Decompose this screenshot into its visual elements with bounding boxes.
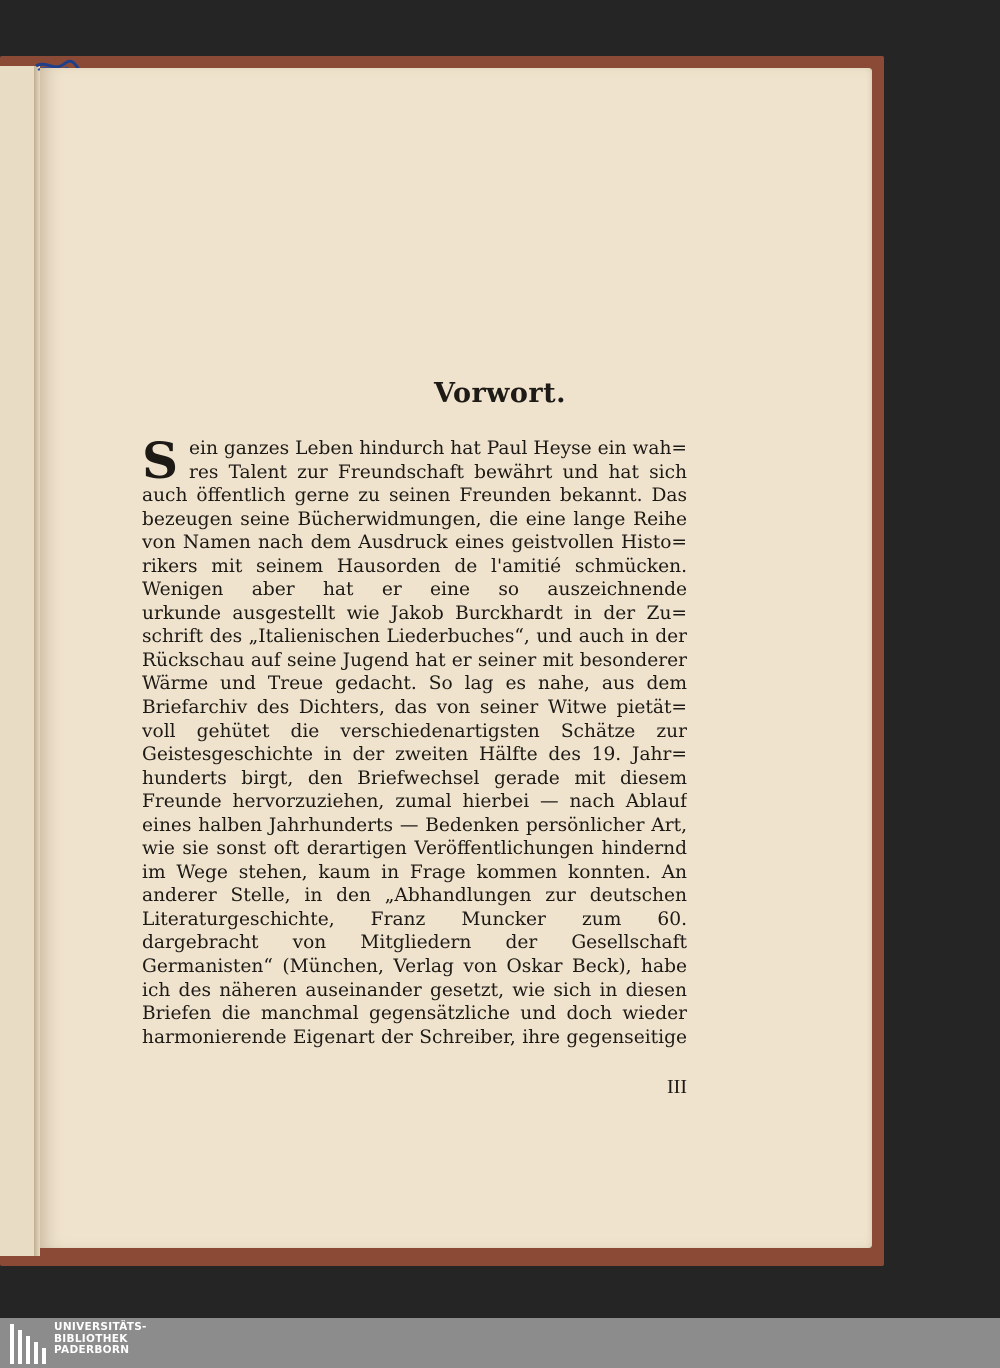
text-line: voll gehütet die verschiedenartigsten Schätze zur <box>142 720 687 742</box>
text-line: von Namen nach dem Ausdruck eines geistvollen Histo= <box>142 532 687 554</box>
page-number: III <box>667 1076 687 1098</box>
text-line: ein ganzes Leben hindurch hat Paul Heyse ein wah= <box>189 438 687 459</box>
text-line: eines halben Jahrhunderts — Bedenken persönlicher Art, <box>142 814 687 836</box>
text-line: dargebracht von Mitgliedern der Gesellschaft <box>142 932 687 954</box>
body-text <box>142 431 687 1049</box>
text-line: Briefarchiv des Dichters, das von seiner Witwe pietät= <box>142 697 687 719</box>
text-line: res Talent zur Freundschaft bewährt und hat sich <box>189 461 687 483</box>
text-line: Wenigen aber hat er eine so auszeichnende <box>142 579 687 601</box>
drop-cap: S <box>142 431 179 490</box>
text-line: Literaturgeschichte, Franz Muncker zum 60. <box>142 908 687 930</box>
text-line: bezeugen seine Bücherwidmungen, die eine lange Reihe <box>142 508 687 530</box>
text-line: Briefen die manchmal gegensätzliche und doch wieder <box>142 1003 687 1025</box>
text-line: Freunde hervorzuziehen, zumal hierbei — nach Ablauf <box>142 791 687 813</box>
logo-line: BIBLIOTHEK <box>54 1332 128 1345</box>
text-line: hunderts birgt, den Briefwechsel gerade mit diesem <box>142 767 687 789</box>
text-line: Geistesgeschichte in der zweiten Hälfte des 19. Jahr= <box>142 744 687 766</box>
logo-line: UNIVERSITÄTS- <box>54 1321 147 1333</box>
text-line: schrift des „Italienischen Liederbuches“, und auch in der <box>142 626 687 648</box>
text-line: im Wege stehen, kaum in Frage kommen konnten. An <box>142 861 687 883</box>
text-line: ich des näheren auseinander gesetzt, wie sich in diesen <box>142 979 687 1001</box>
text-line: harmonierende Eigenart der Schreiber, ihre gegenseitige <box>142 1026 687 1048</box>
text-line: auch öffentlich gerne zu seinen Freunden bekannt. Das <box>142 485 687 507</box>
logo-line: PADERBORN <box>54 1344 130 1356</box>
left-page <box>0 66 35 1256</box>
text-line: urkunde ausgestellt wie Jakob Burckhardt in der Zu= <box>142 602 687 624</box>
library-footer <box>0 1318 1000 1368</box>
library-logo-icon <box>10 1324 46 1364</box>
text-line: Rückschau auf seine Jugend hat er seiner mit besonderer <box>142 649 687 671</box>
text-line: rikers mit seinem Hausorden de l'amitié schmücken. <box>142 555 687 577</box>
text-line: Germanisten“ (München, Verlag von Oskar Beck), habe <box>142 956 687 978</box>
library-logo-text[interactable] <box>54 1322 147 1357</box>
page-heading: Vorwort. <box>433 378 567 409</box>
text-line: anderer Stelle, in den „Abhandlungen zur deutschen <box>142 885 687 907</box>
text-line: wie sie sonst oft derartigen Veröffentlichungen hindernd <box>142 838 687 860</box>
text-line: Wärme und Treue gedacht. So lag es nahe, aus dem <box>142 673 687 695</box>
